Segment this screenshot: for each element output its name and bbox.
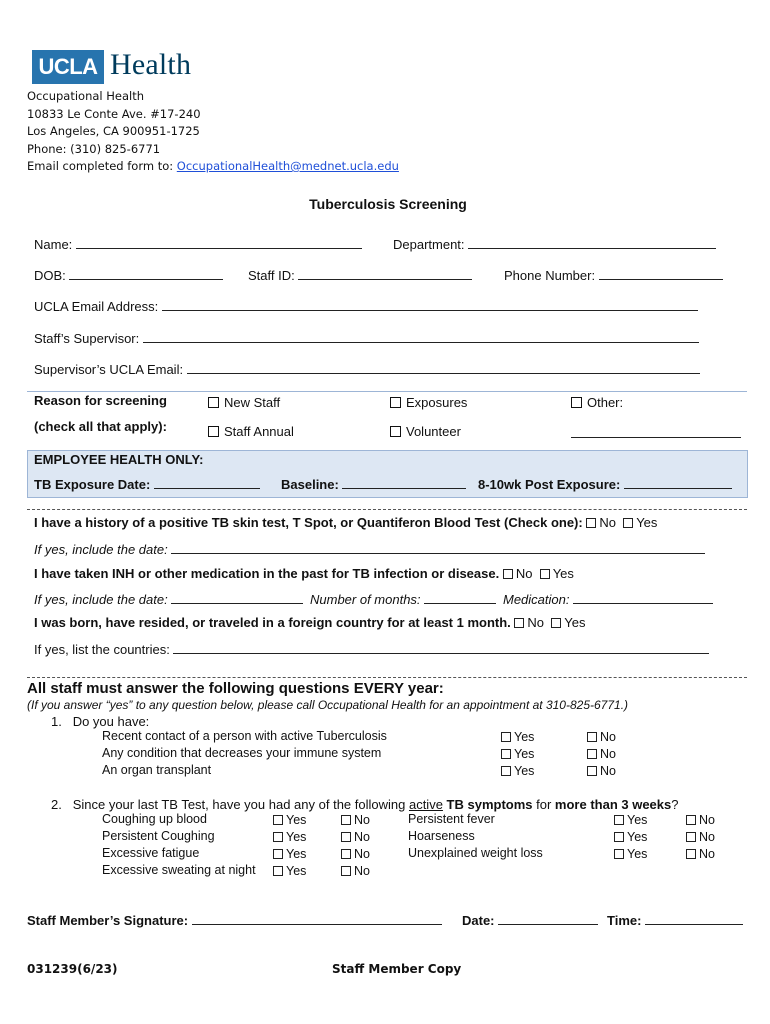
checkbox-icon[interactable] [614,815,624,825]
symptom-yes[interactable] [614,813,647,827]
post-exposure-field[interactable] [478,476,732,492]
q3-no-label: No [527,615,545,630]
q2-months-line[interactable] [424,591,496,604]
time-label: Time: [607,913,642,928]
checkbox-icon[interactable] [390,397,401,408]
checkbox-icon[interactable] [614,832,624,842]
no-label: No [354,864,370,878]
email-label: UCLA Email Address: [34,299,159,314]
symptom-no[interactable] [686,847,715,861]
staff-id-label: Staff ID: [248,268,295,283]
checkbox-icon[interactable] [686,832,696,842]
history-q3 [34,615,585,630]
q2-med-label: Medication: [503,592,570,607]
yes-label: Yes [286,847,307,861]
q1-item-label: Any condition that decreases your immune system [102,746,382,760]
checkbox-icon[interactable] [341,849,351,859]
q1-item-no[interactable] [587,747,616,761]
q1-date-field[interactable] [34,541,705,557]
staff-id-line[interactable] [298,267,472,280]
q2-text-symptoms: TB symptoms [442,797,533,812]
checkbox-icon[interactable] [390,426,401,437]
q1-item-no[interactable] [587,730,616,744]
history-q2 [34,566,574,581]
q3-countries-line[interactable] [173,641,709,654]
email-link[interactable]: OccupationalHealth@mednet.ucla.edu [176,159,399,173]
q1-item-yes[interactable] [501,730,534,744]
q2-date-label: If yes, include the date: [34,592,168,607]
date-field[interactable] [462,912,598,928]
no-label: No [699,830,715,844]
q2-text-a: Since your last TB Test, have you had any of the following [72,797,409,812]
checkbox-icon[interactable] [586,518,596,528]
checkbox-icon[interactable] [501,749,511,759]
q2-text-weeks: more than 3 weeks [554,797,672,812]
q1-item-yes[interactable] [501,747,534,761]
header-address [27,88,399,176]
supervisor-field[interactable] [34,330,699,346]
tb-exposure-line[interactable] [154,476,260,489]
yes-label: Yes [286,830,307,844]
yes-label: Yes [627,847,648,861]
supervisor-email-label: Supervisor’s UCLA Email: [34,362,184,377]
history-q1 [34,515,657,530]
baseline-line[interactable] [342,476,466,489]
checkbox-icon[interactable] [614,849,624,859]
q1-text: Do you have: [72,714,150,729]
checkbox-icon[interactable] [273,832,283,842]
yes-label: Yes [514,764,535,778]
checkbox-icon[interactable] [686,849,696,859]
checkbox-icon[interactable] [587,766,597,776]
q3-countries-field[interactable] [34,641,709,657]
signature-field[interactable] [27,912,442,928]
exposures-checkbox[interactable] [390,395,467,410]
checkbox-icon[interactable] [208,426,219,437]
symptom-yes[interactable] [614,847,647,861]
post-exposure-line[interactable] [624,476,732,489]
logo-wordmark: Health [110,48,192,81]
symptom-yes[interactable] [614,830,647,844]
supervisor-email-field[interactable] [34,361,700,377]
no-label: No [354,847,370,861]
symptom-label: Excessive sweating at night [102,863,256,877]
history-q3-text: I was born, have resided, or traveled in a foreign country for at least 1 month. [34,615,511,630]
symptom-no[interactable] [341,830,370,844]
other-label: Other: [587,395,624,410]
symptom-yes[interactable] [273,830,306,844]
other-checkbox[interactable] [571,395,623,410]
no-label: No [354,830,370,844]
symptom-label: Persistent fever [408,812,495,826]
checkbox-icon[interactable] [273,849,283,859]
staff-annual-checkbox[interactable] [208,424,294,439]
form-code: 031239(6/23) [27,962,118,976]
q2-med-field[interactable] [503,591,713,607]
checkbox-icon[interactable] [503,569,513,579]
q2-months-label: Number of months: [310,592,421,607]
department-label: Department: [393,237,465,252]
q2-date-line[interactable] [171,591,303,604]
signature-line[interactable] [192,912,442,925]
q3-yes-label: Yes [564,615,586,630]
page-title: Tuberculosis Screening [309,196,467,212]
q2-months-field[interactable] [310,591,496,607]
baseline-label: Baseline: [281,477,339,492]
symptom-no[interactable] [686,813,715,827]
post-exposure-label: 8-10wk Post Exposure: [478,477,621,492]
q2-med-line[interactable] [573,591,713,604]
new-staff-checkbox[interactable] [208,395,280,410]
checkbox-icon[interactable] [273,815,283,825]
email-prefix: Email completed form to: [27,159,177,173]
new-staff-label: New Staff [224,395,281,410]
symptom-yes[interactable] [273,864,306,878]
department-field[interactable] [393,236,716,252]
supervisor-label: Staff’s Supervisor: [34,331,140,346]
checkbox-icon[interactable] [571,397,582,408]
q2-text-q: ? [671,797,679,812]
symptom-label: Unexplained weight loss [408,846,543,860]
email-field[interactable] [34,298,698,314]
symptom-yes[interactable] [273,813,306,827]
date-label: Date: [462,913,495,928]
checkbox-icon[interactable] [501,766,511,776]
q1-date-line[interactable] [171,541,705,554]
checkbox-icon[interactable] [551,618,561,628]
reason-sublabel: (check all that apply): [34,419,167,434]
yes-label: Yes [286,813,307,827]
tb-exposure-field[interactable] [34,476,260,492]
yes-label: Yes [514,730,535,744]
checkbox-icon[interactable] [587,749,597,759]
time-line[interactable] [645,912,743,925]
dashed-divider [27,509,747,510]
symptom-label: Excessive fatigue [102,846,200,860]
phone-number-field[interactable] [504,267,723,283]
symptom-no[interactable] [341,847,370,861]
checkbox-icon[interactable] [341,832,351,842]
q3-countries-label: If yes, list the countries: [34,642,170,657]
annual-heading: All staff must answer the following questions EVERY year: [27,680,444,697]
symptom-label: Hoarseness [408,829,475,843]
q1-item-no[interactable] [587,764,616,778]
q2-yes-label: Yes [552,566,574,581]
q2-no-label: No [515,566,533,581]
q1-item-label: An organ transplant [102,763,212,777]
history-q1-text: I have a history of a positive TB skin test, T Spot, or Quantiferon Blood Test (Check one): [34,515,583,530]
dob-field[interactable] [34,267,223,283]
dob-label: DOB: [34,268,66,283]
yes-label: Yes [627,813,648,827]
yes-label: Yes [514,747,535,761]
reason-label: Reason for screening [34,393,167,408]
baseline-field[interactable] [281,476,466,492]
q1-yes-label: Yes [636,515,658,530]
logo-box-text: UCLA [38,54,98,79]
ucla-logo [32,50,104,84]
volunteer-checkbox[interactable] [390,424,461,439]
annual-note: (If you answer “yes” to any question below, please call Occupational Health for an appointment at 310-825-6771.) [27,698,629,712]
supervisor-email-line[interactable] [187,361,700,374]
q1-item-label: Recent contact of a person with active Tuberculosis [102,729,387,743]
checkbox-icon[interactable] [514,618,524,628]
date-line[interactable] [498,912,598,925]
phone-number-line[interactable] [599,267,723,280]
no-label: No [699,813,715,827]
yes-label: Yes [627,830,648,844]
name-field[interactable] [34,236,362,252]
checkbox-icon[interactable] [587,732,597,742]
q1-num: 1. [51,714,62,729]
no-label: No [600,730,616,744]
checkbox-icon[interactable] [686,815,696,825]
divider [27,391,747,392]
symptom-label: Persistent Coughing [102,829,215,843]
header-email-line [27,158,399,176]
phone-number-label: Phone Number: [504,268,596,283]
header-phone: Phone: (310) 825-6771 [27,141,161,156]
name-line[interactable] [76,236,362,249]
name-label: Name: [34,237,73,252]
supervisor-line[interactable] [143,330,699,343]
checkbox-icon[interactable] [273,866,283,876]
staff-id-field[interactable] [248,267,472,283]
no-label: No [600,764,616,778]
volunteer-label: Volunteer [406,424,461,439]
dob-line[interactable] [69,267,223,280]
checkbox-icon[interactable] [341,815,351,825]
symptom-label: Coughing up blood [102,812,207,826]
q1-date-label: If yes, include the date: [34,542,168,557]
tb-exposure-label: TB Exposure Date: [34,477,151,492]
q2-num: 2. [51,797,62,812]
symptom-yes[interactable] [273,847,306,861]
header-dept: Occupational Health [27,89,145,103]
no-label: No [354,813,370,827]
email-line[interactable] [162,298,698,311]
checkbox-icon[interactable] [501,732,511,742]
checkbox-icon[interactable] [341,866,351,876]
header-address1: 10833 Le Conte Ave. #17-240 [27,106,201,121]
yes-label: Yes [286,864,307,878]
staff-annual-label: Staff Annual [224,424,294,439]
dashed-divider [27,677,747,678]
copy-label: Staff Member Copy [332,962,462,976]
q2-text-for: for [532,797,555,812]
checkbox-icon[interactable] [623,518,633,528]
q2-text-active: active [408,797,443,812]
annual-q2 [51,797,678,812]
no-label: No [600,747,616,761]
symptom-no[interactable] [341,864,370,878]
checkbox-icon[interactable] [540,569,550,579]
other-line[interactable] [571,425,741,438]
signature-label: Staff Member’s Signature: [27,913,189,928]
department-line[interactable] [468,236,716,249]
header-address2: Los Angeles, CA 900951-1725 [27,124,200,138]
q1-no-label: No [599,515,616,530]
symptom-no[interactable] [686,830,715,844]
exposures-label: Exposures [406,395,468,410]
symptom-no[interactable] [341,813,370,827]
q2-date-field[interactable] [34,591,303,607]
annual-q1 [51,714,149,729]
time-field[interactable] [607,912,743,928]
no-label: No [699,847,715,861]
q1-item-yes[interactable] [501,764,534,778]
history-q2-text: I have taken INH or other medication in the past for TB infection or disease. [34,566,500,581]
checkbox-icon[interactable] [208,397,219,408]
employee-health-heading: EMPLOYEE HEALTH ONLY: [34,452,204,467]
